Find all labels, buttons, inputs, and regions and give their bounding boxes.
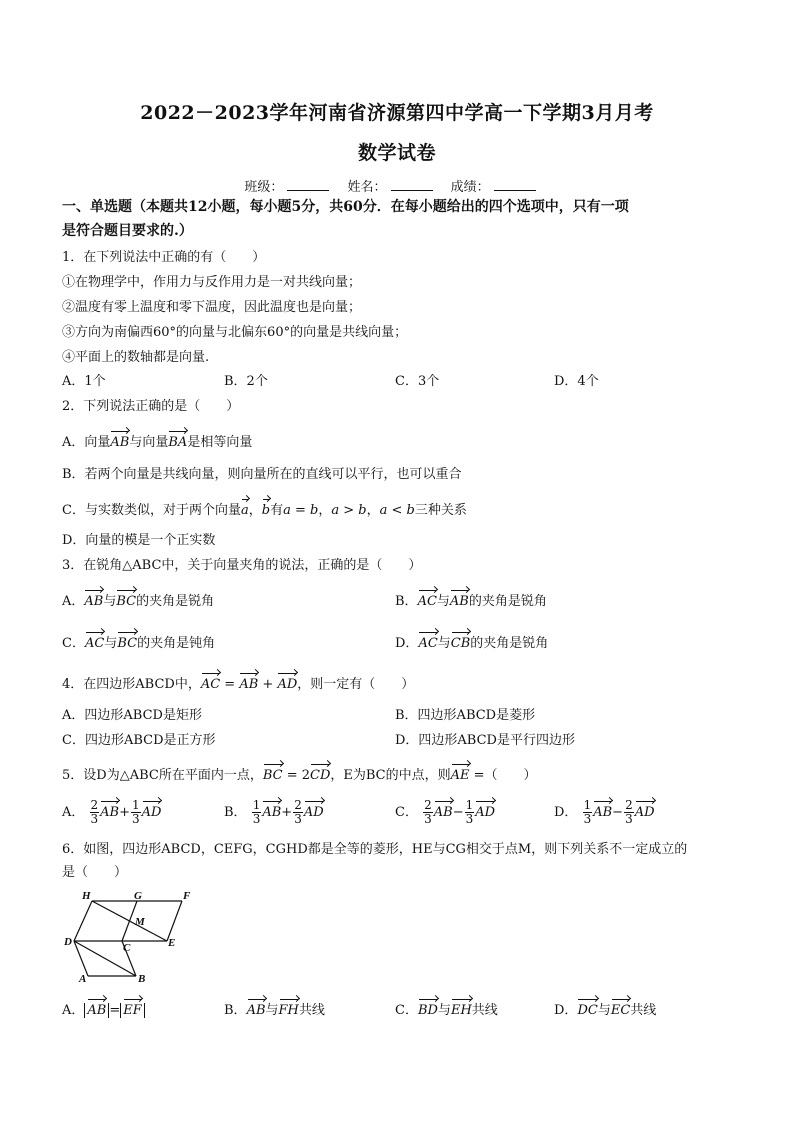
q4-option-b[interactable]: B．四边形ABCD是菱形 [395,708,536,723]
q6-c-prefix: C． [395,1003,418,1018]
vector-ad: AD [277,677,298,692]
q6-stem-line1: 6．如图，四边形ABCD，CEFG，CGHD都是全等的菱形，HE与CG相交于点M，则下列关系不一定成立的 [62,842,688,857]
vector-ba: BA [168,435,188,450]
vector-bc: BC [262,768,283,783]
q1-option-a[interactable]: A．1个 [62,374,106,389]
q6-option-c[interactable] [395,1002,498,1020]
q5-stem-suffix: =（ ） [469,768,537,783]
q6-d-suffix: 共线 [630,1003,657,1018]
q6-b-mid: 与 [265,1003,279,1018]
q2-option-c[interactable]: C．与实数类似，对于两个向量a，b有a = b，a > b，a < b三种关系 [62,503,467,518]
vector-ab: AB [84,594,104,609]
q6-option-d[interactable] [554,1002,656,1020]
q3-b-suffix: 的夹角是锐角 [468,594,547,609]
q2-option-a[interactable] [62,434,252,452]
q3-option-d[interactable] [395,635,548,653]
q5-stem-prefix: 5．设D为△ABC所在平面内一点， [62,768,263,783]
q6-b-suffix: 共线 [298,1003,325,1018]
q3-d-prefix: D． [395,636,419,651]
q3-b-mid: 与 [436,594,450,609]
numerator: 1 [132,798,140,812]
equals-two: = 2 [282,768,311,783]
denominator: 3 [294,812,302,826]
vector-ab: AB [246,1003,266,1018]
q2-c-sep: ， [248,503,262,518]
section-heading-line2: 是符合题目要求的.） [62,223,193,239]
plus-sign: + [281,805,293,820]
q3-a-prefix: A． [62,594,85,609]
q6-a-label: A． [62,1003,85,1018]
vector-ab: AB [100,805,120,820]
q3-option-c[interactable] [62,635,215,653]
vector-ae: AE [450,768,470,783]
numerator: 1 [465,798,474,812]
q5-b-label: B． [224,805,247,820]
segment-he [92,901,167,941]
vector-ab: AB [262,805,282,820]
fraction [465,799,475,826]
q2-option-b[interactable]: B．若两个向量是共线向量，则向量所在的直线可以平行，也可以重合 [62,467,462,482]
fraction [90,799,100,826]
section-heading-line1: 一、单选题（本题共12小题，每小题5分，共60分．在每小题给出的四个选项中，只有一项 [62,199,629,215]
q1-statement-1: ①在物理学中，作用力与反作用力是一对共线向量； [62,275,362,290]
denominator: 3 [132,812,140,826]
q3-c-mid: 与 [104,636,118,651]
q6-d-mid: 与 [597,1003,611,1018]
vector-ab: AB [87,1003,107,1018]
label-d: D [64,936,72,948]
edge-dh [74,901,92,941]
denominator: 3 [424,812,432,826]
magnitude [84,1003,109,1018]
vector-eh: EH [450,1003,472,1018]
plus-sign: + [258,677,278,692]
vector-cb: CB [450,636,471,651]
q5-option-d[interactable] [554,799,655,826]
label-g: G [134,890,142,902]
vector-ac: AC [418,636,438,651]
vector-ec: EC [610,1003,631,1018]
q5-option-b[interactable] [224,799,324,826]
fraction [583,799,593,826]
vector-a: a [240,503,249,518]
q2-c-prefix: C．与实数类似，对于两个向量 [62,503,241,518]
numerator: 1 [583,798,592,812]
q1-statement-2: ②温度有零上温度和零下温度，因此温度也是向量； [62,300,362,315]
label-b: B [138,973,146,985]
fraction [131,799,141,826]
q6-option-b[interactable] [224,1002,325,1020]
numerator: 2 [625,798,633,812]
vector-fh: FH [278,1003,299,1018]
relation-greater: a > b [331,503,367,518]
denominator: 3 [90,812,99,826]
q2-a-suffix: 是相等向量 [187,435,253,450]
label-m: M [135,916,145,928]
fraction [624,799,634,826]
vector-ab: AB [433,805,453,820]
name-label: 姓名： [347,180,387,195]
q5-option-a[interactable] [62,799,161,826]
q2-option-d[interactable]: D．向量的模是一个正实数 [62,533,216,548]
q2-a-mid: 与向量 [129,435,169,450]
vector-ac: AC [200,677,221,692]
exam-title: 2022－2023学年河南省济源第四中学高一下学期3月月考 [140,102,654,124]
q1-option-d[interactable]: D．4个 [554,374,599,389]
vector-ad: AD [141,805,162,820]
q6-c-suffix: 共线 [471,1003,498,1018]
vector-bc: BC [117,636,138,651]
q6-option-a[interactable] [62,1002,145,1020]
exam-subtitle: 数学试卷 [357,142,436,164]
class-blank[interactable] [287,178,329,191]
student-info-row [0,176,794,195]
denominator: 3 [465,812,474,826]
score-blank[interactable] [494,178,536,191]
q4-stem-suffix: ，则一定有（ ） [297,677,415,692]
q1-stem: 1．在下列说法中正确的有（ ） [62,250,266,265]
label-c: C [123,942,131,954]
numerator: 2 [424,798,432,812]
label-e: E [168,937,176,949]
equals-sign: = [220,677,240,692]
fraction [423,799,433,826]
vector-ad: AD [634,805,655,820]
denominator: 3 [252,812,261,826]
q6-d-prefix: D． [554,1003,578,1018]
q5-stem [62,767,537,785]
q4-option-a[interactable]: A．四边形ABCD是矩形 [62,708,202,723]
vector-ad: AD [475,805,496,820]
vector-ac: AC [417,594,437,609]
edge-fe [167,901,182,941]
relation-equal: a = b [283,503,319,518]
vector-dc: DC [577,1003,598,1018]
minus-sign: − [612,805,624,820]
equals-sign: = [109,1003,121,1018]
q5-stem-mid: ，E为BC的中点，则 [330,768,451,783]
vector-ac: AC [84,636,105,651]
q3-option-b[interactable] [395,593,547,611]
q3-option-a[interactable] [62,593,214,611]
label-f: F [183,890,191,902]
q4-option-c[interactable]: C．四边形ABCD是正方形 [62,733,216,748]
name-blank[interactable] [391,178,433,191]
denominator: 3 [625,812,633,826]
q5-a-label: A． [62,805,85,820]
label-h: H [82,890,91,902]
q1-option-c[interactable]: C．3个 [395,374,440,389]
q2-c-suffix: 三种关系 [414,503,467,518]
q2-c-has: 有 [270,503,284,518]
relation-less: a < b [379,503,415,518]
q4-option-d[interactable]: D．四边形ABCD是平行四边形 [395,733,575,748]
vector-bc: BC [116,594,137,609]
q6-stem-line2: 是（ ） [62,865,128,880]
fraction [252,799,262,826]
rhombus-figure [62,888,197,988]
numerator: 2 [294,798,302,812]
q5-c-label: C． [395,805,418,820]
q1-option-b[interactable]: B．2个 [224,374,268,389]
denominator: 3 [583,812,592,826]
label-a: A [79,973,87,985]
vector-ef: EF [123,1003,142,1018]
q1-statement-4: ④平面上的数轴都是向量. [62,350,210,365]
q3-a-suffix: 的夹角是锐角 [136,594,215,609]
vector-bd: BD [417,1003,438,1018]
q5-d-label: D． [554,805,578,820]
q2-stem: 2．下列说法正确的是（ ） [62,399,240,414]
edge-da [74,941,88,976]
vector-ab: AB [449,594,469,609]
q1-statement-3: ③方向为南偏西60°的向量与北偏东60°的向量是共线向量； [62,325,408,340]
plus-sign: + [119,805,131,820]
q3-d-mid: 与 [437,636,451,651]
vector-ad: AD [303,805,324,820]
q2-a-prefix: A．向量 [62,435,111,450]
minus-sign: − [452,805,464,820]
q4-stem-prefix: 4．在四边形ABCD中， [62,677,201,692]
q6-c-mid: 与 [437,1003,451,1018]
fraction [293,799,303,826]
numerator: 2 [90,798,99,812]
score-label: 成绩： [450,180,490,195]
q4-stem [62,676,414,694]
vector-cd: CD [310,768,331,783]
q5-option-c[interactable] [395,799,495,826]
magnitude [120,1003,145,1018]
vector-ab: AB [239,677,259,692]
q3-b-prefix: B． [395,594,418,609]
q3-stem: 3．在锐角△ABC中，关于向量夹角的说法，正确的是（ ） [62,558,422,573]
q3-c-suffix: 的夹角是钝角 [137,636,216,651]
vector-b: b [261,503,271,518]
vector-ab: AB [593,805,613,820]
class-label: 班级： [244,180,284,195]
q3-c-prefix: C． [62,636,85,651]
numerator: 1 [252,798,261,812]
q3-d-suffix: 的夹角是锐角 [470,636,549,651]
vector-ab: AB [110,435,130,450]
q6-b-prefix: B． [224,1003,247,1018]
q3-a-mid: 与 [103,594,117,609]
